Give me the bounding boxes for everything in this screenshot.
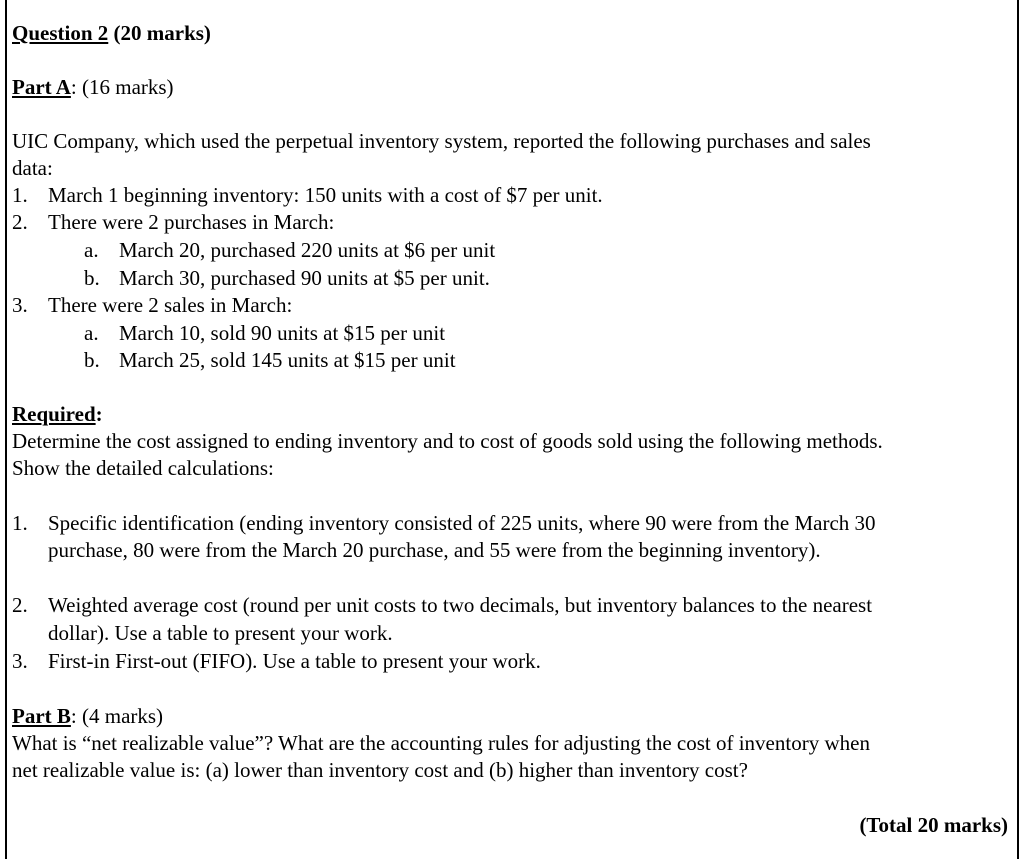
item-number: 2.: [12, 210, 28, 234]
part-a-heading: Part A: [12, 75, 71, 99]
required-title: [12, 401, 103, 427]
part-b-marks: : (4 marks): [70, 704, 164, 728]
question-title: [12, 20, 211, 46]
part-b-heading: Part B: [12, 704, 71, 728]
left-border: [5, 0, 7, 859]
part-b-line: What is “net realizable value”? What are the accounting rules for adjusting the cost of inventory when: [12, 731, 870, 755]
part-a-marks: : (16 marks): [70, 75, 174, 99]
question-heading: Question 2: [12, 21, 109, 45]
list-item: March 20, purchased 220 units at $6 per unit: [119, 238, 496, 262]
item-number: 3.: [12, 293, 28, 317]
method-line: First-in First-out (FIFO). Use a table to present your work.: [48, 649, 541, 673]
item-letter: b.: [84, 266, 100, 290]
method-line: Specific identification (ending inventory consisted of 225 units, where 90 were from the March 30: [48, 511, 876, 535]
method-number: 3.: [12, 649, 28, 673]
list-item: March 25, sold 145 units at $15 per unit: [119, 348, 456, 372]
item-number: 1.: [12, 183, 28, 207]
method-number: 2.: [12, 593, 28, 617]
intro-line: data:: [12, 156, 53, 180]
list-item: There were 2 sales in March:: [48, 293, 293, 317]
list-item: There were 2 purchases in March:: [48, 210, 335, 234]
method-line: purchase, 80 were from the March 20 purchase, and 55 were from the beginning inventory).: [48, 538, 821, 562]
item-letter: b.: [84, 348, 100, 372]
list-item: March 1 beginning inventory: 150 units with a cost of $7 per unit.: [48, 183, 603, 207]
part-a-title: [12, 74, 174, 100]
total-marks: (Total 20 marks): [859, 813, 1008, 837]
required-heading: Required: [12, 402, 96, 426]
required-line: Show the detailed calculations:: [12, 456, 274, 480]
part-b-title: [12, 703, 163, 729]
method-number: 1.: [12, 511, 28, 535]
right-border: [1017, 0, 1019, 859]
item-letter: a.: [84, 238, 99, 262]
method-line: Weighted average cost (round per unit costs to two decimals, but inventory balances to the nearest: [48, 593, 873, 617]
required-line: Determine the cost assigned to ending inventory and to cost of goods sold using the following methods.: [12, 429, 883, 453]
method-line: dollar). Use a table to present your work.: [48, 621, 393, 645]
list-item: March 10, sold 90 units at $15 per unit: [119, 321, 446, 345]
item-letter: a.: [84, 321, 99, 345]
list-item: March 30, purchased 90 units at $5 per unit.: [119, 266, 490, 290]
part-b-line: net realizable value is: (a) lower than inventory cost and (b) higher than inventory cost?: [12, 758, 748, 782]
required-colon: :: [95, 402, 103, 426]
question-marks: (20 marks): [108, 21, 211, 45]
intro-line: UIC Company, which used the perpetual inventory system, reported the following purchases and sales: [12, 129, 871, 153]
